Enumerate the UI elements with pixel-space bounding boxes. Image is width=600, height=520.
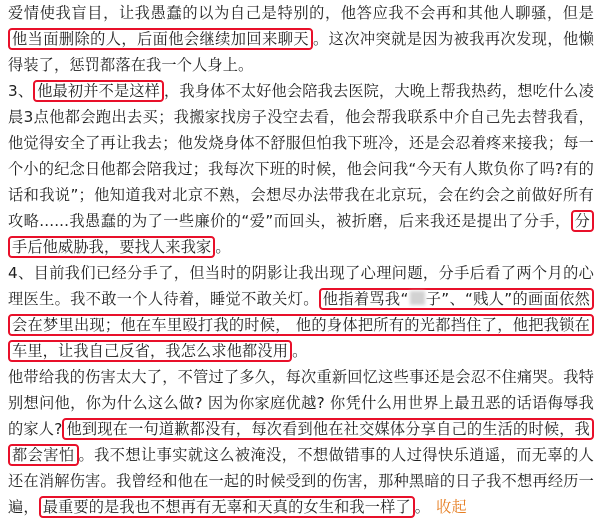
collapse-link[interactable]: 收起: [436, 498, 467, 516]
highlighted-phrase: 他最初并不是这样: [33, 80, 164, 102]
paragraph-text: 。这次冲突就是因为被我再次发现，他懒得装了，惩罚都落在我一个人身上。: [8, 30, 595, 74]
highlighted-phrase: 他到现在一句道歉都没有，每次看到他在社交媒体分享自己的生活的时候，我都会害怕: [8, 418, 594, 466]
highlighted-phrase: 他当面删除的人，后面他会继续加回来聊天: [8, 28, 313, 50]
highlighted-phrase: 最重要的是我也不想再有无辜和天真的女生和我一样了: [39, 496, 415, 518]
paragraph-text: 。我不想让事实就这么被淹没，不想做错事的人过得快乐逍遥，而无辜的人还在消解伤害。我曾经和他在一起的时候受到的伤害，那种黑暗的日子我不想再经历一遍，: [8, 446, 595, 516]
paragraph-2: [8, 78, 594, 260]
paragraph-text: 。: [292, 342, 308, 360]
paragraph-3: [8, 260, 594, 364]
paragraph-text: 爱情使我盲目，让我愚蠢的以为自己是特别的，他答应我不会再和其他人聊骚，但是: [8, 4, 594, 22]
highlighted-phrase: 分手后他威胁我，要找人来我家: [8, 210, 594, 258]
highlighted-text: 子”、“贱人”的画面依然会在梦里出现；他在车里殴打我的时候， 他的身体把所有的光都挡住了，他把我锁在车里，让我自己反省，我怎么求他都没用: [12, 290, 591, 360]
paragraph-text: 3、: [8, 82, 34, 100]
paragraph-text: ，我身体不太好他会陪我去医院，大晚上帮我热药，想吃什么凌晨3点他都会跑出去买；我搬家找房子没空去看，他会帮我联系中介自己先去替我看，他觉得安全了再让我去；他发烧身体不舒服但怕我下班冷，还是会忍着疼来接我；每一个小的纪念日他都会陪我过；我每次下班的时候，他会问我“今天有人欺负你了吗?有的话和我说”；他知道我对北京不熟，会想尽办法带我在北京玩，会在约会之前做好所有攻略......我愚蠢的为了一些廉价的“爱”而回头，被折磨，后来我还是提出了分手，: [8, 82, 594, 230]
paragraph-text: 4、目前我们已经分手了，但当时的阴影让我出现了心理问题，分手后看了两个月的心理医生。我不敢一个人待着，睡觉不敢关灯。: [8, 264, 594, 308]
article-body: [8, 0, 594, 520]
paragraph-text: 。: [215, 238, 231, 256]
censored-character: [410, 291, 425, 305]
paragraph-4: [8, 364, 594, 520]
paragraph-text: 他带给我的伤害太大了，不管过了多久，每次重新回忆这些事还是会忍不住痛哭。我特别想问他，你为什么这么做? 因为你家庭优越? 你凭什么用世界上最丑恶的话语侮辱我的家人?: [8, 368, 594, 438]
paragraph-text: 。: [414, 498, 431, 516]
paragraph-1: [8, 0, 594, 78]
highlighted-text: 他指着骂我“: [322, 290, 409, 308]
